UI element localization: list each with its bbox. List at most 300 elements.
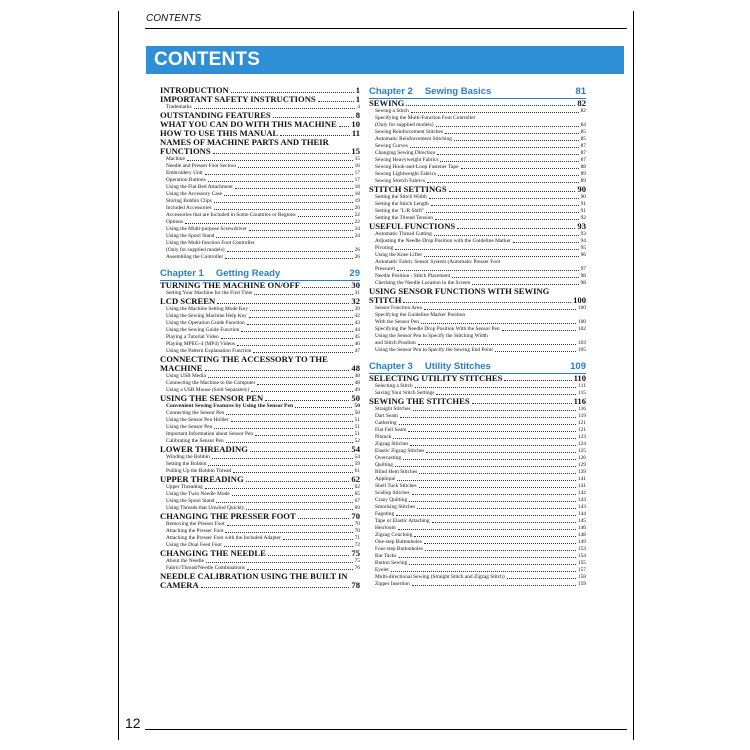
- toc-entry[interactable]: [369, 525, 586, 532]
- toc-entry-title: Using a USB Mouse (Sold Separately): [166, 387, 250, 393]
- toc-entry-title: Setting the Bobbin: [166, 461, 207, 467]
- toc-entry-title: Shell Tuck Stitches: [375, 483, 417, 489]
- toc-entry[interactable]: [369, 164, 586, 171]
- toc-entry-title: Gathering: [375, 420, 397, 426]
- toc-entry[interactable]: [160, 177, 360, 184]
- toc-entry[interactable]: [369, 406, 586, 413]
- toc-entry[interactable]: [160, 313, 360, 320]
- toc-entry-title: Pintuck: [375, 434, 392, 440]
- leader-dots: [238, 167, 353, 168]
- toc-entry-page: 144: [577, 511, 586, 517]
- bottom-rule: [145, 729, 627, 730]
- toc-entry[interactable]: [160, 417, 360, 424]
- toc-entry[interactable]: [160, 233, 360, 240]
- leader-dots: [395, 466, 576, 467]
- toc-section-entry[interactable]: [160, 297, 360, 306]
- toc-entry-page: 110: [573, 373, 586, 383]
- leader-dots: [440, 161, 578, 162]
- toc-entry-title: Using USB Media: [166, 373, 206, 379]
- toc-entry[interactable]: [160, 521, 360, 528]
- toc-entry-title: SEWING: [369, 98, 405, 108]
- toc-entry[interactable]: [160, 156, 360, 163]
- toc-entry-page: 51: [354, 417, 360, 423]
- toc-entry-page: 48: [354, 380, 360, 386]
- leader-dots: [187, 160, 353, 161]
- toc-entry-title: Zipper Insertion: [375, 581, 410, 587]
- toc-entry-page: 95: [580, 245, 586, 251]
- toc-section-entry[interactable]: [160, 364, 360, 373]
- leader-dots: [233, 472, 352, 473]
- toc-entry-title: Crazy Quilting: [375, 497, 408, 503]
- leader-dots: [426, 212, 578, 213]
- toc-entry[interactable]: [369, 560, 586, 567]
- banner-title: CONTENTS: [154, 49, 261, 70]
- toc-entry[interactable]: [369, 157, 586, 164]
- leader-dots: [437, 154, 578, 155]
- toc-entry[interactable]: [369, 238, 586, 245]
- toc-entry[interactable]: [369, 326, 586, 333]
- toc-entry-page: 97: [580, 266, 586, 272]
- leader-dots: [250, 310, 353, 311]
- toc-entry-page: 90: [577, 184, 586, 194]
- running-head: CONTENTS: [146, 13, 201, 24]
- toc-entry[interactable]: [369, 483, 586, 490]
- toc-entry-page: 70: [351, 511, 360, 521]
- leader-dots: [251, 391, 352, 392]
- toc-entry-title: STITCH: [369, 295, 402, 305]
- leader-dots: [461, 168, 579, 169]
- toc-entry-title: Smocking Stitches: [375, 504, 416, 510]
- toc-entry[interactable]: [369, 266, 586, 273]
- toc-entry-title: Using the Sewing Machine Help Key: [166, 313, 247, 319]
- toc-entry-page: 50: [351, 393, 360, 403]
- toc-entry-title: Eyelet: [375, 567, 389, 573]
- toc-entry[interactable]: [160, 558, 360, 565]
- toc-entry-page: 75: [354, 558, 360, 564]
- toc-entry[interactable]: [160, 528, 360, 535]
- toc-entry-page: 76: [354, 565, 360, 571]
- toc-entry[interactable]: [369, 143, 586, 150]
- toc-entry[interactable]: [369, 511, 586, 518]
- toc-entry[interactable]: [160, 431, 360, 438]
- toc-entry[interactable]: [369, 319, 586, 326]
- toc-entry[interactable]: [369, 553, 586, 560]
- toc-entry[interactable]: [369, 305, 586, 312]
- toc-entry-page: 70: [354, 528, 360, 534]
- toc-entry-page: 100: [577, 305, 586, 311]
- toc-entry-page: 115: [578, 390, 586, 396]
- toc-entry-page: 82: [580, 108, 586, 114]
- toc-entry-page: 87: [580, 150, 586, 156]
- toc-entry-title: Scallop Stitches: [375, 490, 410, 496]
- toc-entry[interactable]: [160, 334, 360, 341]
- toc-entry[interactable]: [160, 205, 360, 212]
- toc-entry[interactable]: [369, 434, 586, 441]
- toc-entry[interactable]: [369, 340, 586, 347]
- leader-dots: [208, 377, 353, 378]
- leader-dots: [208, 465, 352, 466]
- toc-entry[interactable]: [369, 201, 586, 208]
- leader-dots: [396, 515, 576, 516]
- toc-entry-page: 75: [351, 548, 360, 558]
- toc-entry-title: Using the Knee Lifter: [375, 252, 423, 258]
- toc-entry-page: 62: [351, 474, 360, 484]
- leader-dots: [227, 525, 353, 526]
- toc-entry-title: Heirloom: [375, 525, 396, 531]
- leader-dots: [247, 324, 353, 325]
- leader-dots: [424, 256, 578, 257]
- toc-section-entry[interactable]: [160, 445, 360, 454]
- toc-entry-title: Needle Position - Stitch Placement: [375, 273, 451, 279]
- toc-entry-title: Saving Your Stitch Settings: [375, 390, 435, 396]
- toc-entry-title: Button Sewing: [375, 560, 408, 566]
- leader-dots: [397, 270, 579, 271]
- top-rule: [145, 28, 627, 29]
- toc-entry[interactable]: [160, 226, 360, 233]
- toc-entry[interactable]: [160, 163, 360, 170]
- toc-entry-title: Accessories that are Included in Some Countries or Regions: [166, 212, 296, 218]
- toc-entry[interactable]: [369, 574, 586, 581]
- toc-section-entry[interactable]: [160, 147, 360, 156]
- toc-entry-title: Straight Stitches: [375, 406, 411, 412]
- toc-entry-title: Blind Hem Stitches: [375, 469, 418, 475]
- toc-entry-title: One-step Buttonholes: [375, 539, 422, 545]
- toc-section-title-line[interactable]: NAMES OF MACHINE PARTS AND THEIR: [160, 137, 329, 147]
- toc-entry-title: Tape or Elastic Attaching: [375, 518, 430, 524]
- toc-entry-title: Trademarks: [166, 104, 192, 110]
- leader-dots: [495, 351, 576, 352]
- toc-entry-title-line[interactable]: Using the Multi-function Foot Controller: [166, 240, 255, 246]
- toc-entry[interactable]: [160, 247, 360, 254]
- leader-dots: [213, 153, 350, 154]
- toc-entry-title: Bar Tacks: [375, 553, 397, 559]
- toc-entry-title: Fagoting: [375, 511, 395, 517]
- toc-entry-page: 47: [354, 348, 360, 354]
- toc-entry-title: Quilting: [375, 462, 393, 468]
- toc-entry[interactable]: [369, 532, 586, 539]
- toc-entry[interactable]: [160, 219, 360, 226]
- toc-entry-title-line[interactable]: Automatic Fabric Sensor System (Automatic Presser Foot: [375, 259, 501, 265]
- leader-dots: [472, 284, 578, 285]
- toc-entry[interactable]: [369, 245, 586, 252]
- toc-entry-title: Storing Bobbin Clips: [166, 198, 212, 204]
- leader-dots: [507, 578, 576, 579]
- toc-section-entry[interactable]: [369, 185, 586, 194]
- toc-entry-page: 51: [354, 424, 360, 430]
- leader-dots: [438, 175, 579, 176]
- toc-entry-page: 103: [577, 340, 586, 346]
- leader-dots: [231, 92, 354, 93]
- toc-entry[interactable]: [369, 441, 586, 448]
- leader-dots: [413, 410, 577, 411]
- toc-entry[interactable]: [369, 231, 586, 238]
- toc-entry-title: CAMERA: [160, 580, 199, 590]
- toc-section-entry[interactable]: [369, 296, 586, 305]
- toc-entry[interactable]: [369, 194, 586, 201]
- leader-dots: [235, 188, 353, 189]
- leader-dots: [225, 532, 352, 533]
- toc-entry-page: 16: [354, 163, 360, 169]
- toc-entry[interactable]: [369, 383, 586, 390]
- toc-entry[interactable]: [160, 491, 360, 498]
- toc-entry-page: 15: [354, 156, 360, 162]
- toc-entry[interactable]: [160, 535, 360, 542]
- toc-entry-page: 154: [577, 553, 586, 559]
- leader-dots: [400, 417, 576, 418]
- leader-dots: [424, 309, 576, 310]
- toc-entry-title: SEWING THE STITCHES: [369, 396, 470, 406]
- toc-right-column: [369, 86, 586, 588]
- leader-dots: [302, 287, 349, 288]
- toc-entry-title: Automatic Reinforcement Stitching: [375, 136, 452, 142]
- toc-section-entry[interactable]: [160, 581, 360, 590]
- leader-dots: [185, 223, 353, 224]
- toc-section-entry[interactable]: [369, 99, 586, 108]
- toc-section-entry[interactable]: [160, 281, 360, 290]
- toc-entry-title: Sewing Stretch Fabrics: [375, 178, 426, 184]
- toc-entry-page: 126: [577, 455, 586, 461]
- toc-entry-page: 146: [577, 525, 586, 531]
- toc-entry-title: Selecting a Stitch: [375, 383, 413, 389]
- toc-entry[interactable]: [160, 403, 360, 410]
- toc-entry[interactable]: [369, 462, 586, 469]
- toc-entry[interactable]: [160, 454, 360, 461]
- toc-entry-title: Elastic Zigzag Stitches: [375, 448, 425, 454]
- toc-entry-title: Operation Buttons: [166, 177, 206, 183]
- leader-dots: [253, 352, 352, 353]
- toc-section-title-line[interactable]: CONNECTING THE ACCESSORY TO THE: [160, 354, 328, 364]
- leader-dots: [449, 191, 576, 192]
- leader-dots: [227, 251, 353, 252]
- toc-entry[interactable]: [160, 327, 360, 334]
- toc-entry-page: 52: [354, 438, 360, 444]
- toc-entry-title: Sewing Heavyweight Fabrics: [375, 157, 439, 163]
- toc-entry-page: 65: [354, 491, 360, 497]
- toc-entry[interactable]: [369, 171, 586, 178]
- toc-entry-page: 159: [577, 581, 586, 587]
- toc-section-entry[interactable]: [369, 397, 586, 406]
- leader-dots: [457, 228, 575, 229]
- toc-entry[interactable]: [160, 306, 360, 313]
- toc-section-entry[interactable]: [160, 475, 360, 484]
- toc-entry-title: Zigzag Stitches: [375, 441, 409, 447]
- toc-entry[interactable]: [369, 581, 586, 588]
- leader-dots: [201, 587, 350, 588]
- toc-entry-title: Options: [166, 219, 184, 225]
- toc-entry-page: 157: [577, 567, 586, 573]
- toc-entry[interactable]: [160, 341, 360, 348]
- toc-entry[interactable]: [160, 461, 360, 468]
- toc-entry[interactable]: [369, 497, 586, 504]
- toc-entry-title: Using Threads that Unwind Quickly: [166, 505, 245, 511]
- toc-entry-page: 129: [577, 462, 586, 468]
- leader-dots: [318, 101, 354, 102]
- toc-entry-title: Setting the Thread Tension: [375, 215, 433, 221]
- toc-entry[interactable]: [369, 208, 586, 215]
- toc-entry[interactable]: [369, 420, 586, 427]
- toc-entry[interactable]: [160, 424, 360, 431]
- toc-section-entry[interactable]: [160, 394, 360, 403]
- toc-entry-page: 100: [573, 295, 586, 305]
- leader-dots: [399, 557, 576, 558]
- toc-entry-title-line[interactable]: Specifying the Guideline Marker Position: [375, 312, 466, 318]
- leader-dots: [241, 331, 352, 332]
- toc-entry-title: WHAT YOU CAN DO WITH THIS MACHINE: [160, 119, 337, 129]
- toc-entry[interactable]: [369, 252, 586, 259]
- leader-dots: [249, 317, 353, 318]
- toc-entry-title: Removing the Presser Foot: [166, 521, 225, 527]
- toc-entry-page: 89: [580, 171, 586, 177]
- leader-dots: [226, 442, 353, 443]
- toc-entry-title: TURNING THE MACHINE ON/OFF: [160, 280, 300, 290]
- toc-entry-page: 43: [354, 320, 360, 326]
- toc-entry-page: 158: [577, 574, 586, 580]
- toc-entry-page: 85: [580, 136, 586, 142]
- toc-entry-title-line[interactable]: Specifying the Multi-Function Foot Controller: [375, 115, 476, 121]
- toc-entry-page: 82: [577, 98, 586, 108]
- toc-entry-title: Using the Accessory Case: [166, 191, 223, 197]
- toc-entry-title: About the Needle: [166, 558, 205, 564]
- leader-dots: [257, 384, 352, 385]
- toc-entry[interactable]: [369, 518, 586, 525]
- toc-entry-title: Attaching the Presser Foot with the Included Adapter: [166, 535, 281, 541]
- leader-dots: [412, 585, 576, 586]
- toc-entry-page: 4: [357, 104, 360, 110]
- toc-entry[interactable]: [369, 150, 586, 157]
- toc-entry[interactable]: [369, 476, 586, 483]
- toc-entry-page: 39: [354, 306, 360, 312]
- toc-entry-page: 121: [577, 427, 586, 433]
- toc-entry[interactable]: [369, 273, 586, 280]
- leader-dots: [409, 564, 576, 565]
- toc-entry-title: Changing Sewing Direction: [375, 150, 436, 156]
- leader-dots: [205, 370, 350, 371]
- leader-dots: [436, 126, 579, 127]
- toc-entry-title: Included Accessories: [166, 205, 212, 211]
- toc-entry-title: Calibrating the Sensor Pen: [166, 438, 224, 444]
- toc-entry-page: 85: [580, 129, 586, 135]
- toc-entry-page: 1: [355, 94, 360, 104]
- toc-entry[interactable]: [369, 490, 586, 497]
- leader-dots: [408, 431, 575, 432]
- leader-dots: [424, 543, 576, 544]
- page-number: 12: [125, 715, 141, 731]
- leader-dots: [246, 481, 350, 482]
- toc-entry-page: 116: [573, 396, 586, 406]
- toc-entry-page: 155: [577, 560, 586, 566]
- toc-entry-title: Zigzag Couching: [375, 532, 413, 538]
- leader-dots: [452, 277, 578, 278]
- toc-entry-page: 44: [354, 327, 360, 333]
- toc-entry[interactable]: [369, 129, 586, 136]
- toc-entry[interactable]: [160, 254, 360, 261]
- toc-section-title-line[interactable]: USING SENSOR FUNCTIONS WITH SEWING: [369, 286, 550, 296]
- toc-entry-page: 96: [580, 252, 586, 258]
- toc-entry[interactable]: [160, 380, 360, 387]
- toc-entry[interactable]: [160, 373, 360, 380]
- toc-entry-title: SELECTING UTILITY STITCHES: [369, 373, 503, 383]
- toc-entry-page: 10: [351, 119, 360, 129]
- toc-entry[interactable]: [369, 413, 586, 420]
- toc-entry[interactable]: [160, 498, 360, 505]
- toc-section-entry[interactable]: [160, 549, 360, 558]
- toc-entry-page: 8: [355, 110, 360, 120]
- toc-entry[interactable]: [369, 455, 586, 462]
- toc-entry[interactable]: [369, 122, 586, 129]
- toc-entry[interactable]: [369, 539, 586, 546]
- toc-entry[interactable]: [369, 448, 586, 455]
- leader-dots: [399, 424, 576, 425]
- toc-entry[interactable]: [160, 484, 360, 491]
- toc-entry-page: 48: [351, 363, 360, 373]
- toc-entry[interactable]: [369, 504, 586, 511]
- toc-entry-page: 15: [351, 146, 360, 156]
- leader-dots: [280, 135, 350, 136]
- toc-entry-title: LCD SCREEN: [160, 296, 216, 306]
- leader-dots: [397, 480, 576, 481]
- toc-entry-title: Adjusting the Needle Drop Position with the Guideline Marker: [375, 238, 511, 244]
- leader-dots: [418, 344, 576, 345]
- leader-dots: [431, 205, 579, 206]
- leader-dots: [425, 550, 576, 551]
- toc-entry-page: 87: [580, 143, 586, 149]
- toc-entry-title-line[interactable]: Using the Sensor Pen to Specify the Stitching Width: [375, 333, 488, 339]
- toc-entry[interactable]: [369, 546, 586, 553]
- toc-entry[interactable]: [369, 427, 586, 434]
- toc-entry[interactable]: [369, 347, 586, 354]
- toc-section-entry[interactable]: [369, 374, 586, 383]
- toc-entry[interactable]: [369, 108, 586, 115]
- toc-entry-page: 19: [354, 198, 360, 204]
- toc-entry-page: 121: [577, 420, 586, 426]
- toc-entry-title: Multi-directional Sewing (Straight Stitch and Zigzag Stitch): [375, 574, 505, 580]
- toc-entry[interactable]: [160, 184, 360, 191]
- toc-entry-title: Using the Sewing Guide Function: [166, 327, 240, 333]
- leader-dots: [273, 117, 354, 118]
- toc-section-entry[interactable]: [369, 222, 586, 231]
- toc-entry-title: Using the Operation Guide Function: [166, 320, 245, 326]
- toc-entry[interactable]: [160, 198, 360, 205]
- toc-section-entry[interactable]: [160, 512, 360, 521]
- toc-entry[interactable]: [160, 191, 360, 198]
- toc-entry-title: Flat Fell Seam: [375, 427, 407, 433]
- toc-entry-title: Sewing a Stitch: [375, 108, 409, 114]
- toc-entry[interactable]: [369, 567, 586, 574]
- toc-entry[interactable]: [160, 410, 360, 417]
- toc-entry[interactable]: [369, 136, 586, 143]
- toc-section-title-line[interactable]: NEEDLE CALIBRATION USING THE BUILT IN: [160, 571, 348, 581]
- toc-entry[interactable]: [160, 320, 360, 327]
- toc-entry-page: 54: [351, 444, 360, 454]
- leader-dots: [432, 522, 576, 523]
- toc-entry-page: 105: [577, 347, 586, 353]
- toc-entry-title: (Only for supplied models): [166, 247, 225, 253]
- toc-section-entry[interactable]: [160, 95, 360, 104]
- toc-entry-title: Setting Your Machine for the First Time: [166, 290, 253, 296]
- toc-entry-page: 91: [580, 208, 586, 214]
- toc-entry[interactable]: [369, 469, 586, 476]
- leader-dots: [445, 133, 579, 134]
- toc-entry[interactable]: [160, 212, 360, 219]
- toc-entry[interactable]: [160, 170, 360, 177]
- toc-entry-page: 48: [354, 373, 360, 379]
- toc-entry-title: USEFUL FUNCTIONS: [369, 221, 456, 231]
- leader-dots: [410, 445, 576, 446]
- leader-dots: [194, 108, 356, 109]
- leader-dots: [249, 230, 353, 231]
- toc-entry-title: Sewing Hook-and-Loop Fastener Tape: [375, 164, 459, 170]
- toc-entry-title: Attaching the Presser Foot: [166, 528, 224, 534]
